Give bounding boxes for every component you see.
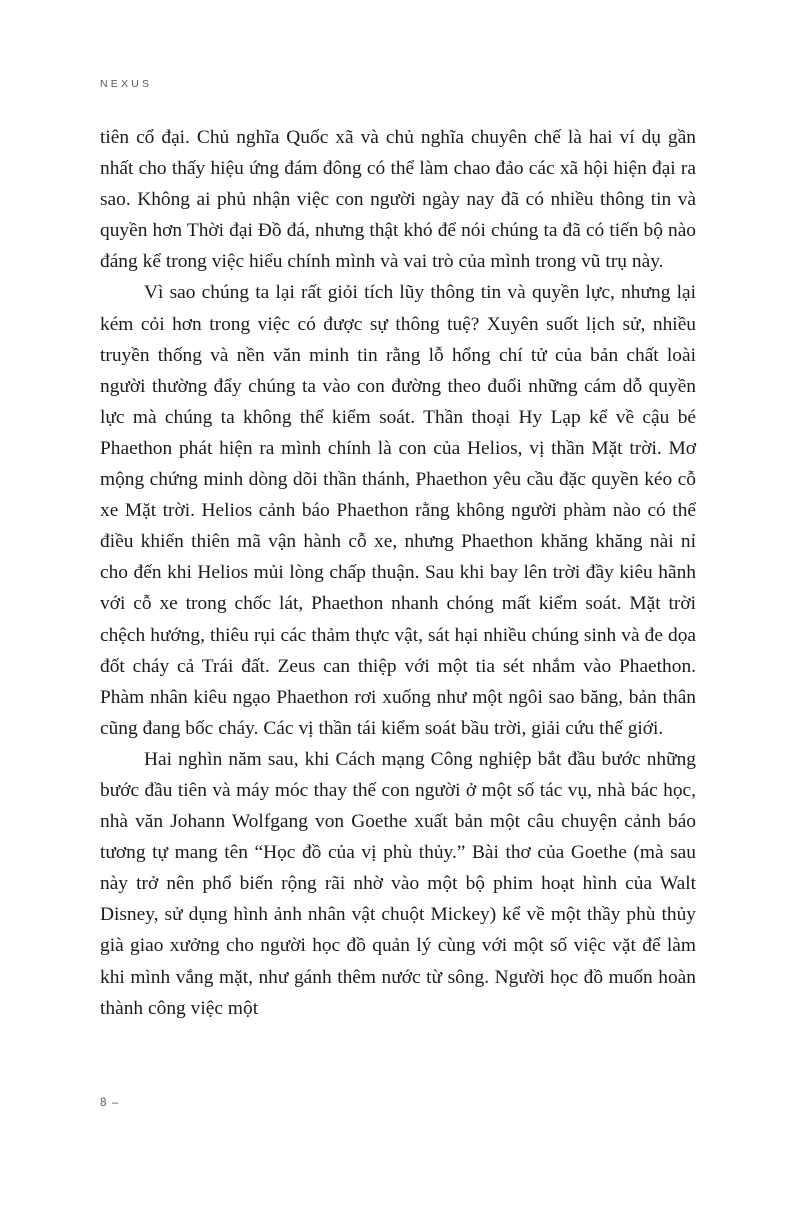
body-text-column <box>100 122 696 1024</box>
page-number: 8 – <box>100 1097 120 1109</box>
body-paragraph: tiên cổ đại. Chủ nghĩa Quốc xã và chủ nghĩa chuyên chế là hai ví dụ gần nhất cho thấy hiệu ứng đám đông có thể làm chao đảo các xã hội hiện đại ra sao. Không ai phủ nhận việc con người ngày nay đã có nhiều thông tin và quyền hơn Thời đại Đồ đá, nhưng thật khó để nói chúng ta đã có tiến bộ nào đáng kể trong việc hiểu chính mình và vai trò của mình trong vũ trụ này. <box>100 127 696 273</box>
body-paragraph: Vì sao chúng ta lại rất giỏi tích lũy thông tin và quyền lực, nhưng lại kém cỏi hơn trong việc có được sự thông tuệ? Xuyên suốt lịch sử, nhiều truyền thống và nền văn minh tin rằng lỗ hổng chí tử của bản chất loài người thường đẩy chúng ta vào con đường theo đuổi những cám dỗ quyền lực mà chúng ta không thể kiểm soát. Thần thoại Hy Lạp kể về cậu bé Phaethon phát hiện ra mình chính là con của Helios, vị thần Mặt trời. Mơ mộng chứng minh dòng dõi thần thánh, Phaethon yêu cầu đặc quyền kéo cỗ xe Mặt trời. Helios cảnh báo Phaethon rằng không người phàm nào có thể điều khiển thiên mã vận hành cỗ xe, nhưng Phaethon khăng khăng nài nỉ cho đến khi Helios mủi lòng chấp thuận. Sau khi bay lên trời đầy kiêu hãnh với cỗ xe trong chốc lát, Phaethon nhanh chóng mất kiểm soát. Mặt trời chệch hướng, thiêu rụi các thảm thực vật, sát hại nhiều chúng sinh và đe dọa đốt cháy cả Trái đất. Zeus can thiệp với một tia sét nhắm vào Phaethon. Phàm nhân kiêu ngạo Phaethon rơi xuống như một ngôi sao băng, bản thân cũng đang bốc cháy. Các vị thần tái kiểm soát bầu trời, giải cứu thế giới. <box>100 282 696 739</box>
body-paragraph: Hai nghìn năm sau, khi Cách mạng Công nghiệp bắt đầu bước những bước đầu tiên và máy móc thay thế con người ở một số tác vụ, nhà bác học, nhà văn Johann Wolfgang von Goethe xuất bản một câu chuyện cảnh báo tương tự mang tên “Học đồ của vị phù thủy.” Bài thơ của Goethe (mà sau này trở nên phổ biến rộng rãi nhờ vào một bộ phim hoạt hình của Walt Disney, sử dụng hình ảnh nhân vật chuột Mickey) kể về một thầy phù thủy già giao xưởng cho người học đồ quản lý cùng với một số việc vặt để làm khi mình vắng mặt, như gánh thêm nước từ sông. Người học đồ muốn hoàn thành công việc một <box>100 748 696 1019</box>
running-head: NEXUS <box>100 78 153 90</box>
